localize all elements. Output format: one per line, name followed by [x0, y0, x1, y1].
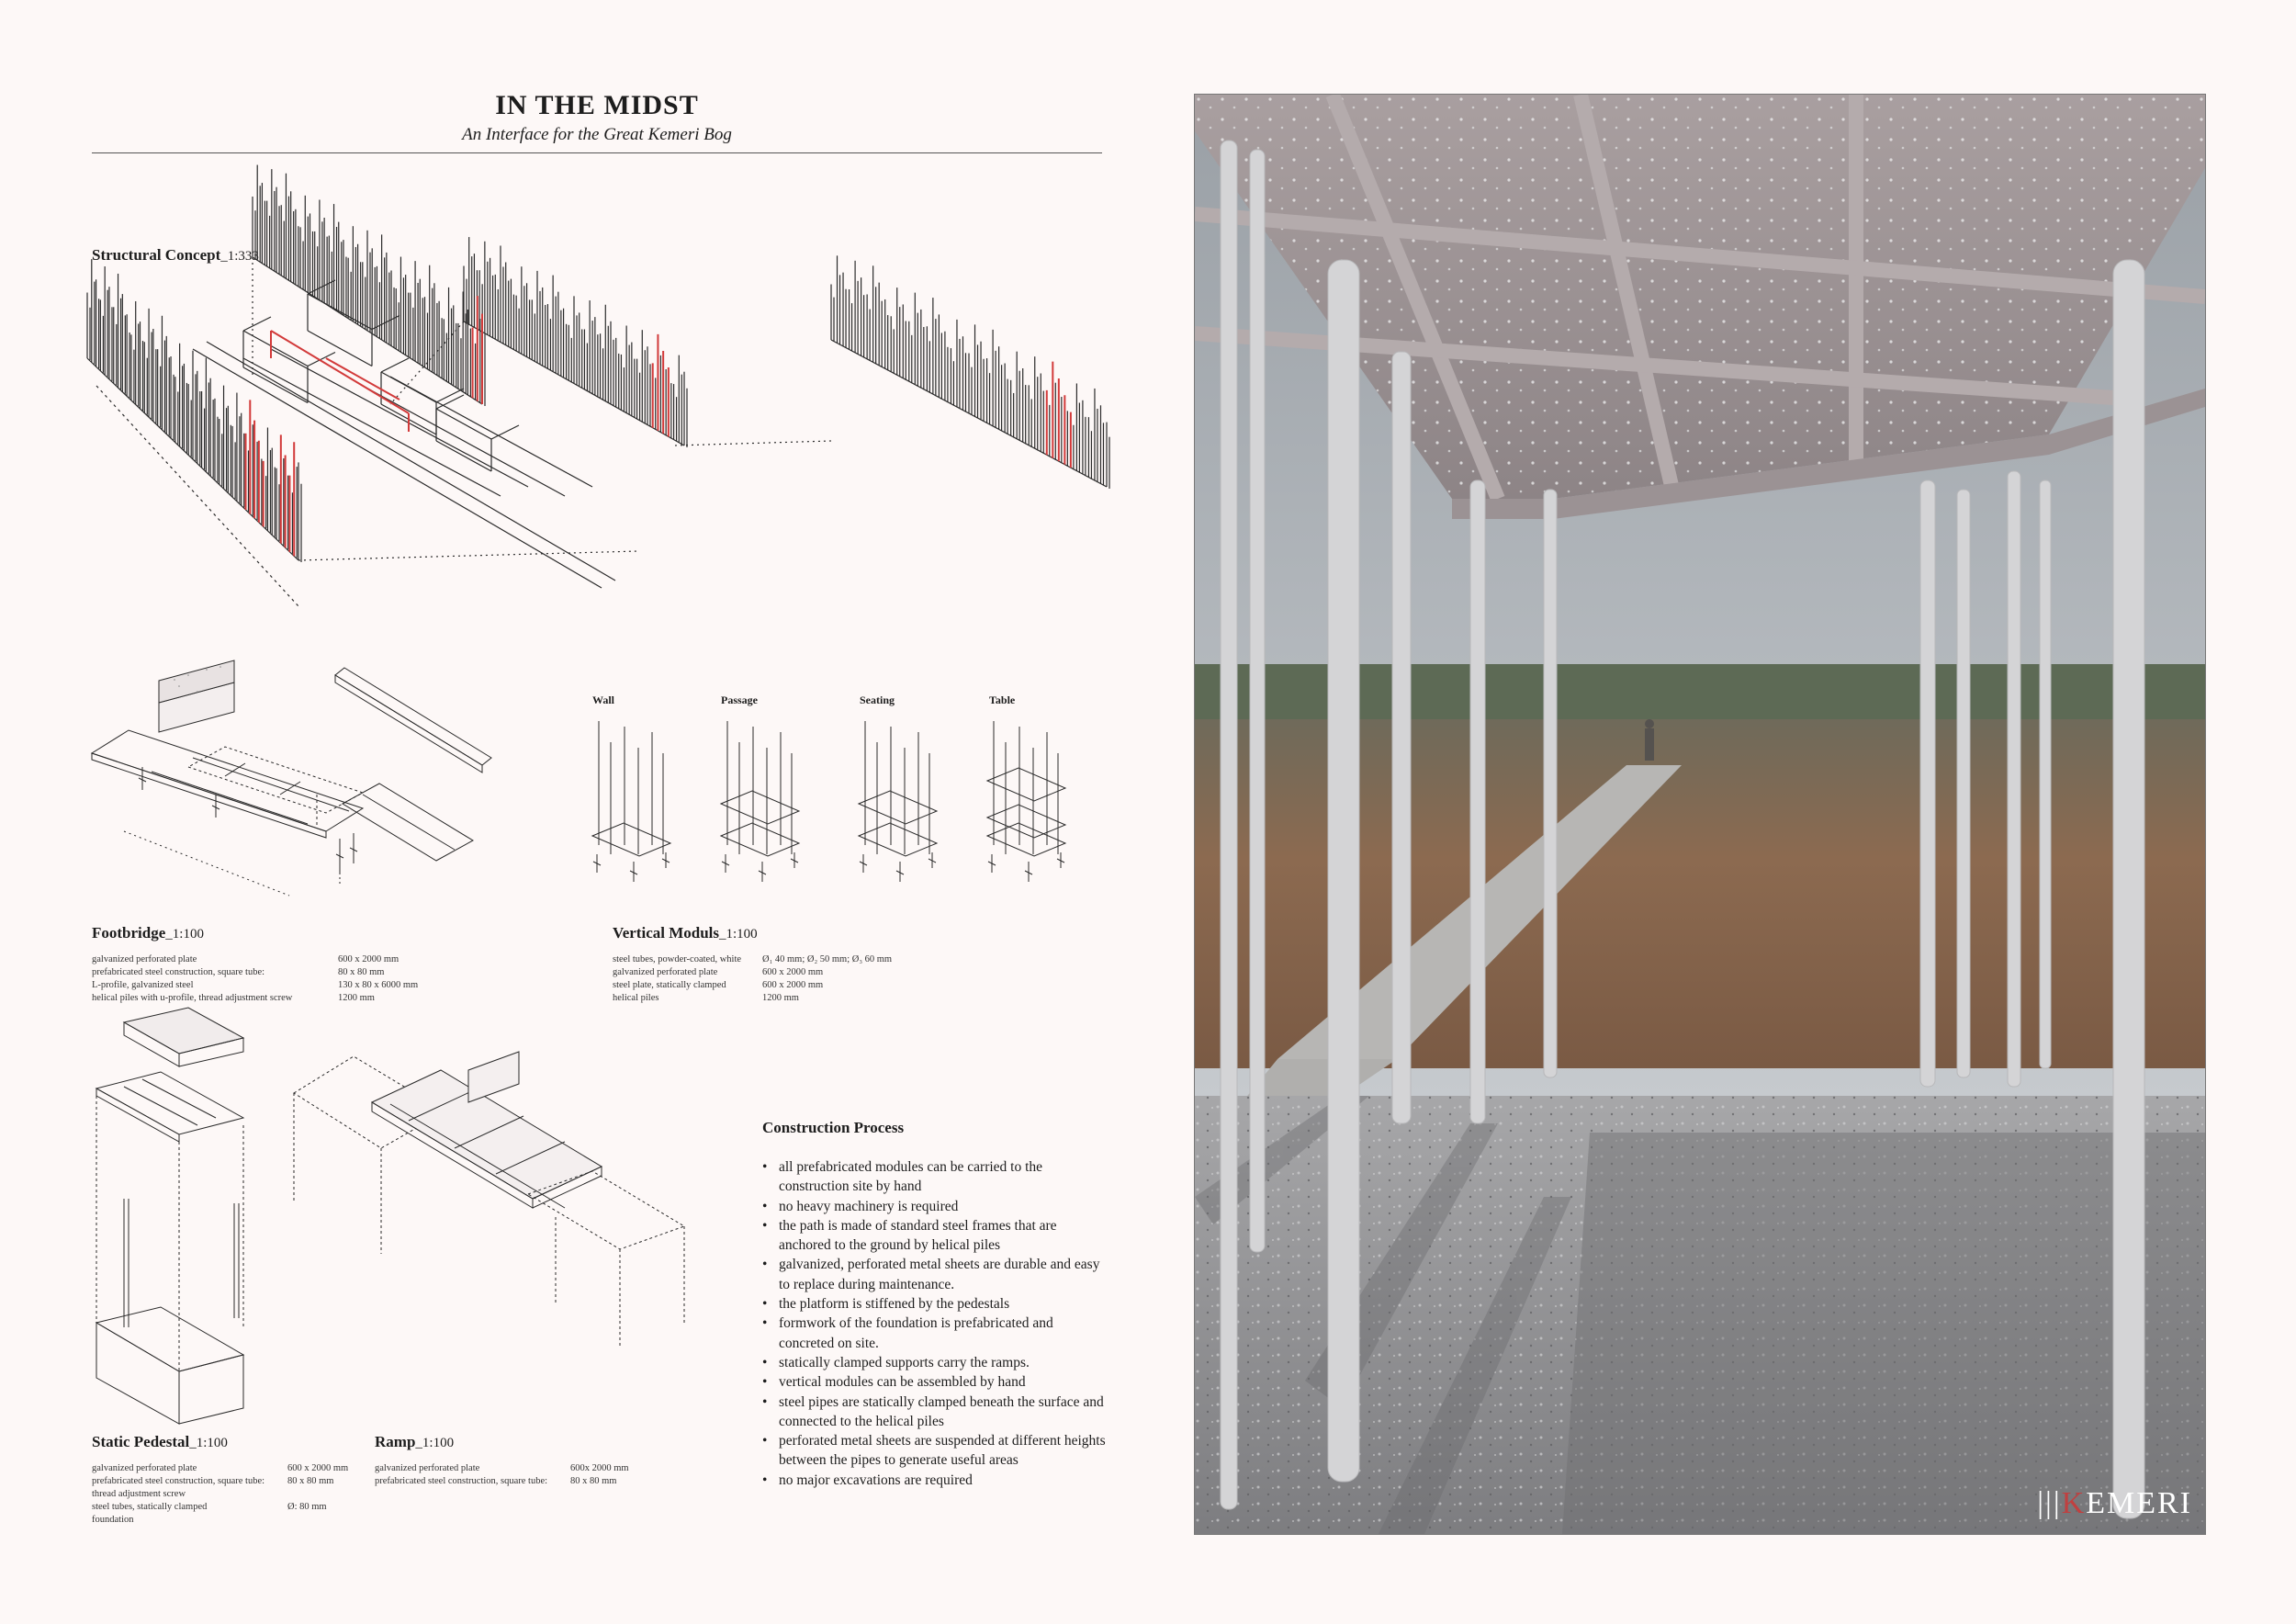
structural-concept-scale: _1:333 — [220, 249, 259, 264]
list-item: • galvanized, perforated metal sheets are durable and easy to replace during maintenance. — [762, 1255, 1111, 1294]
spec-row: prefabricated steel construction, square tube: 80 x 80 mm — [92, 1476, 334, 1486]
list-item: • no heavy machinery is required — [762, 1197, 1111, 1216]
spec-row: L-profile, galvanized steel 130 x 80 x 6000 mm — [92, 980, 419, 990]
list-item: • steel pipes are statically clamped beneath the surface and connected to the helical piles — [762, 1393, 1111, 1432]
construction-process-title: Construction Process — [762, 1119, 905, 1136]
static-pedestal-heading — [92, 1433, 228, 1451]
spec-row: galvanized perforated plate 600 x 2000 mm — [92, 1463, 349, 1473]
module-label-table: Table — [989, 694, 1016, 706]
module-label-wall: Wall — [592, 694, 615, 706]
vertical-moduls-heading — [613, 924, 758, 942]
spec-row: foundation — [92, 1515, 134, 1525]
footbridge-specs — [92, 953, 418, 1005]
spec-row: steel plate, statically clamped 600 x 2000 mm — [613, 980, 824, 990]
footbridge-drawing — [87, 675, 491, 909]
footbridge-scale: _1:100 — [165, 927, 204, 942]
spec-row: helical piles 1200 mm — [613, 993, 799, 1003]
list-item: • no major excavations are required — [762, 1471, 1111, 1490]
page-title: IN THE MIDST — [495, 90, 699, 120]
list-item: • perforated metal sheets are suspended at different heights between the pipes to generate useful areas — [762, 1431, 1111, 1471]
spec-row: steel tubes, statically clamped Ø: 80 mm — [92, 1502, 327, 1512]
module-label-seating: Seating — [860, 694, 895, 706]
vertical-moduls-label: Vertical Moduls — [613, 924, 720, 942]
title-divider — [92, 152, 1102, 153]
list-item: • the path is made of standard steel frames that are anchored to the ground by helical piles — [762, 1216, 1111, 1256]
static-pedestal-label: Static Pedestal — [92, 1433, 190, 1450]
ramp-drawing — [289, 1047, 693, 1350]
ramp-heading — [375, 1433, 454, 1451]
spec-row: steel tubes, powder-coated, white Ø₁ 40 mm; Ø₂ 50 mm; Ø₃ 60 mm — [613, 954, 893, 964]
kemeri-logo: |||KEMERI — [2037, 1486, 2192, 1520]
vertical-modules-drawing — [588, 716, 1084, 900]
vertical-moduls-specs — [613, 953, 892, 1005]
list-item: • vertical modules can be assembled by hand — [762, 1372, 1111, 1392]
visualization-render — [1194, 94, 2206, 1535]
spec-row: thread adjustment screw — [92, 1489, 186, 1499]
footbridge-label: Footbridge — [92, 924, 166, 942]
ramp-scale: _1:100 — [415, 1436, 455, 1450]
module-label-passage: Passage — [721, 694, 758, 706]
spec-row: helical piles with u-profile, thread adjustment screw 1200 mm — [92, 993, 375, 1003]
ramp-label: Ramp — [375, 1433, 416, 1450]
list-item: • formwork of the foundation is prefabricated and concreted on site. — [762, 1314, 1111, 1353]
spec-row: prefabricated steel construction, square tube: 80 x 80 mm — [375, 1476, 617, 1486]
spec-row: galvanized perforated plate 600x 2000 mm — [375, 1463, 629, 1473]
structural-concept-label: Structural Concept — [92, 246, 221, 264]
footbridge-heading — [92, 924, 204, 942]
spec-row: galvanized perforated plate 600 x 2000 mm — [613, 967, 824, 977]
static-pedestal-drawing — [87, 1015, 280, 1419]
construction-process-list — [762, 1157, 1111, 1490]
static-pedestal-scale: _1:100 — [189, 1436, 228, 1450]
list-item: • the platform is stiffened by the pedestals — [762, 1294, 1111, 1314]
list-item: • all prefabricated modules can be carried to the construction site by hand — [762, 1157, 1111, 1197]
static-pedestal-specs — [92, 1462, 348, 1527]
vertical-moduls-scale: _1:100 — [719, 927, 758, 942]
structural-concept-drawing — [87, 257, 1107, 661]
spec-row: prefabricated steel construction, square tube: 80 x 80 mm — [92, 967, 385, 977]
render-image — [1195, 95, 2205, 1534]
ramp-specs — [375, 1462, 629, 1488]
page-subtitle: An Interface for the Great Kemeri Bog — [462, 125, 732, 144]
spec-row: galvanized perforated plate 600 x 2000 mm — [92, 954, 400, 964]
list-item: • statically clamped supports carry the ramps. — [762, 1353, 1111, 1372]
